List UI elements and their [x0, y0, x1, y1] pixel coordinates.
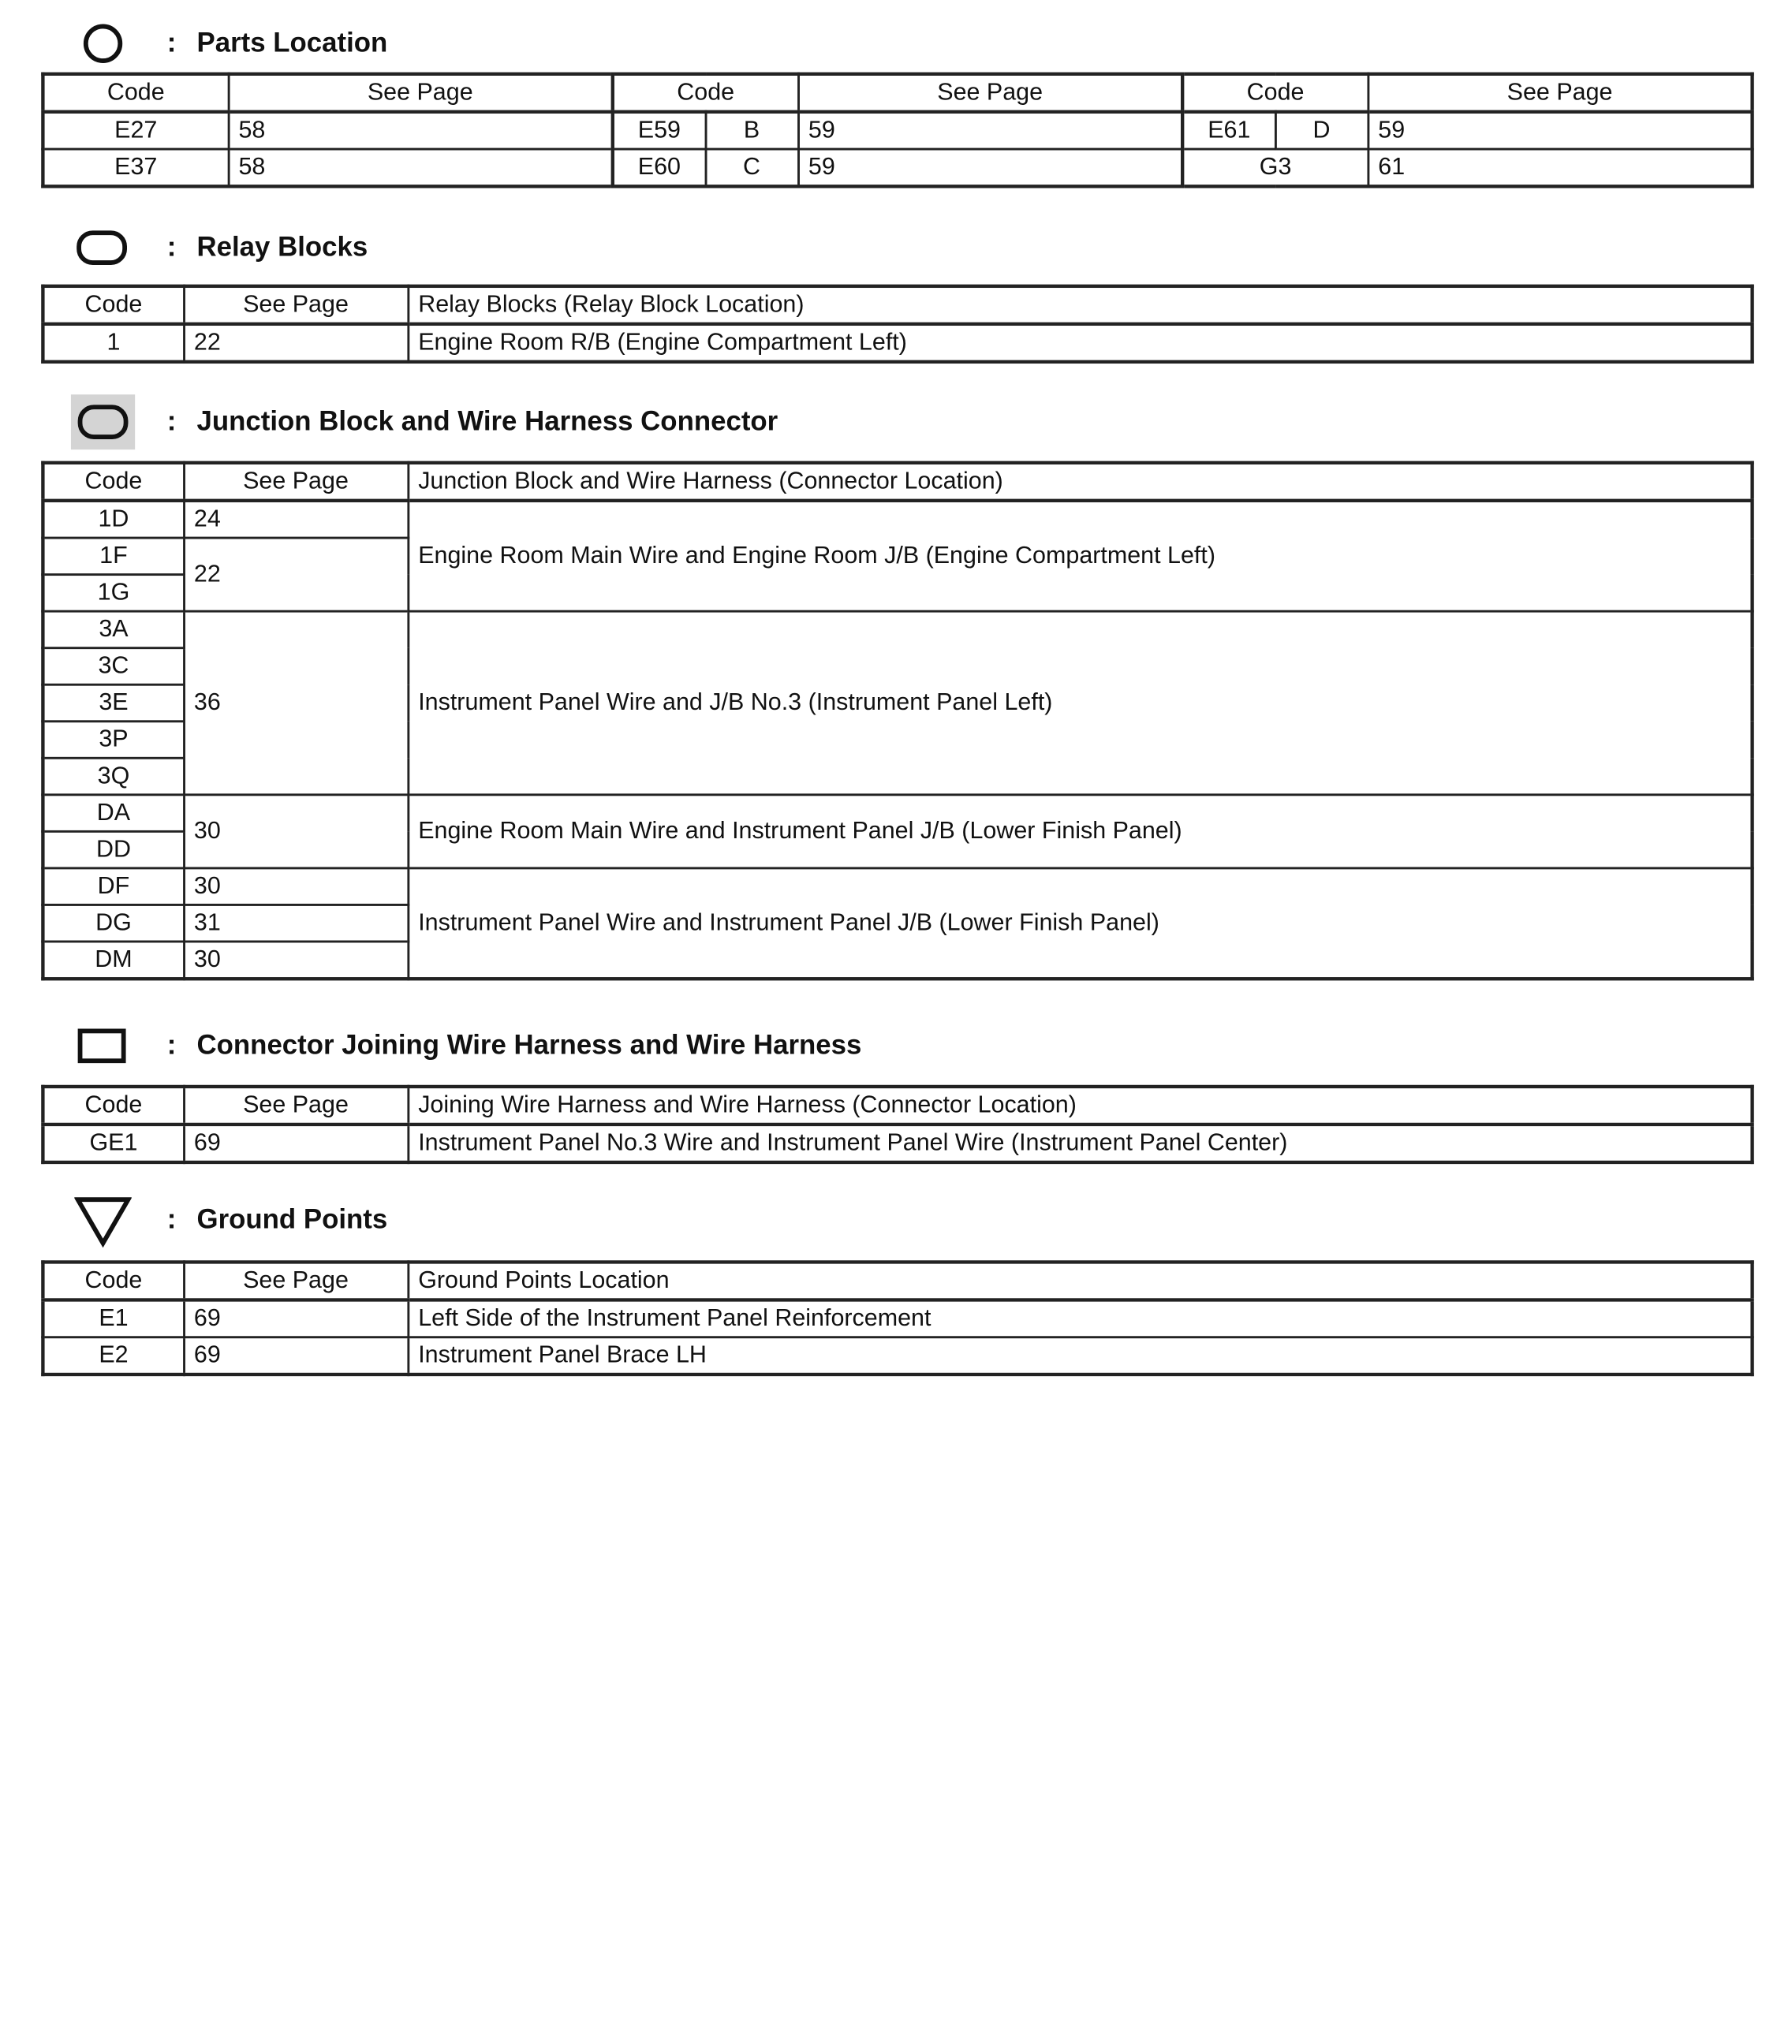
heading-ground-points [71, 1192, 387, 1248]
header-code: Code [43, 286, 183, 324]
page-cell: 30 [184, 942, 408, 979]
section-title: Connector Joining Wire Harness and Wire Harness [196, 1029, 862, 1061]
header-code: Code [1182, 74, 1368, 112]
page-cell: 24 [184, 501, 408, 538]
rounded-rectangle-icon [71, 220, 135, 275]
code-cell: DG [43, 905, 183, 942]
code-suffix-cell: C [705, 149, 798, 186]
table-row [43, 795, 1752, 832]
table-header-row [43, 1262, 1752, 1300]
heading-colon: : [166, 27, 177, 59]
location-cell: Instrument Panel No.3 Wire and Instrument Panel Wire (Instrument Panel Center) [408, 1125, 1752, 1162]
table-header-row [43, 74, 1752, 112]
location-cell: Engine Room R/B (Engine Compartment Left) [408, 324, 1752, 362]
location-cell: Engine Room Main Wire and Engine Room J/B (Engine Compartment Left) [408, 501, 1752, 611]
code-cell: E60 [613, 149, 705, 186]
code-cell: 1G [43, 575, 183, 612]
code-cell: DF [43, 868, 183, 905]
page-cell: 59 [798, 149, 1182, 186]
heading-colon: : [166, 405, 177, 438]
ground-points-table [41, 1260, 1754, 1376]
table-header-row [43, 286, 1752, 324]
header-location: Ground Points Location [408, 1262, 1752, 1300]
table-row [43, 1300, 1752, 1337]
header-code: Code [43, 1262, 183, 1300]
code-cell: E59 [613, 112, 705, 149]
code-cell: 1F [43, 538, 183, 575]
header-code: Code [43, 463, 183, 501]
code-cell: 1D [43, 501, 183, 538]
heading-colon: : [166, 1029, 177, 1061]
header-code: Code [613, 74, 798, 112]
heading-relay-blocks [71, 220, 368, 275]
table-header-row [43, 1087, 1752, 1125]
header-see-page: See Page [1368, 74, 1752, 112]
section-title: Ground Points [196, 1204, 388, 1236]
code-cell: 3C [43, 648, 183, 685]
table-row [43, 868, 1752, 905]
heading-colon: : [166, 231, 177, 263]
location-cell: Instrument Panel Brace LH [408, 1337, 1752, 1374]
header-see-page: See Page [184, 1262, 408, 1300]
table-row [43, 1125, 1752, 1162]
header-see-page: See Page [798, 74, 1182, 112]
heading-parts-location [71, 16, 387, 71]
header-see-page: See Page [184, 286, 408, 324]
code-cell: DM [43, 942, 183, 979]
code-cell: E2 [43, 1337, 183, 1374]
heading-colon: : [166, 1204, 177, 1236]
rectangle-icon [71, 1018, 135, 1073]
page-cell: 69 [184, 1300, 408, 1337]
code-suffix-cell: B [705, 112, 798, 149]
page-cell: 59 [1368, 112, 1752, 149]
code-cell: G3 [1182, 149, 1368, 186]
location-cell: Instrument Panel Wire and Instrument Panel J/B (Lower Finish Panel) [408, 868, 1752, 979]
code-cell: E61 [1182, 112, 1275, 149]
header-see-page: See Page [184, 1087, 408, 1125]
heading-junction-block [71, 394, 778, 449]
table-row [43, 112, 1752, 149]
page-cell: 30 [184, 795, 408, 868]
shaded-rounded-rectangle-icon [71, 394, 135, 449]
code-cell: 3Q [43, 758, 183, 795]
heading-connector-joining [71, 1018, 861, 1073]
page-cell: 31 [184, 905, 408, 942]
location-cell: Instrument Panel Wire and J/B No.3 (Instrument Panel Left) [408, 611, 1752, 795]
circle-icon [71, 16, 135, 71]
page-cell: 58 [228, 112, 612, 149]
table-row [43, 611, 1752, 648]
junction-block-table [41, 461, 1754, 981]
header-code: Code [43, 1087, 183, 1125]
parts-location-table [41, 73, 1754, 188]
page-cell: 58 [228, 149, 612, 186]
relay-blocks-table [41, 285, 1754, 364]
page-cell: 69 [184, 1125, 408, 1162]
code-cell: DD [43, 831, 183, 868]
triangle-down-icon [71, 1192, 135, 1248]
page-cell: 61 [1368, 149, 1752, 186]
page-cell: 22 [184, 538, 408, 611]
connector-joining-table [41, 1085, 1754, 1164]
code-cell: 1 [43, 324, 183, 362]
table-row [43, 1337, 1752, 1374]
page-cell: 59 [798, 112, 1182, 149]
section-title: Parts Location [196, 27, 388, 59]
section-title: Relay Blocks [196, 231, 368, 263]
table-row [43, 501, 1752, 538]
page-cell: 22 [184, 324, 408, 362]
code-cell: 3E [43, 684, 183, 722]
page-cell: 69 [184, 1337, 408, 1374]
location-cell: Left Side of the Instrument Panel Reinforcement [408, 1300, 1752, 1337]
table-row [43, 149, 1752, 186]
header-code: Code [43, 74, 228, 112]
code-cell: 3A [43, 611, 183, 648]
section-title: Junction Block and Wire Harness Connector [196, 405, 778, 438]
page-cell: 36 [184, 611, 408, 795]
code-cell: E27 [43, 112, 228, 149]
page-cell: 30 [184, 868, 408, 905]
code-cell: GE1 [43, 1125, 183, 1162]
code-suffix-cell: D [1275, 112, 1368, 149]
header-location: Junction Block and Wire Harness (Connector Location) [408, 463, 1752, 501]
location-cell: Engine Room Main Wire and Instrument Panel J/B (Lower Finish Panel) [408, 795, 1752, 868]
header-see-page: See Page [184, 463, 408, 501]
header-see-page: See Page [228, 74, 612, 112]
table-header-row [43, 463, 1752, 501]
header-location: Relay Blocks (Relay Block Location) [408, 286, 1752, 324]
code-cell: E1 [43, 1300, 183, 1337]
code-cell: 3P [43, 722, 183, 759]
code-cell: E37 [43, 149, 228, 186]
code-cell: DA [43, 795, 183, 832]
table-row [43, 324, 1752, 362]
header-location: Joining Wire Harness and Wire Harness (Connector Location) [408, 1087, 1752, 1125]
